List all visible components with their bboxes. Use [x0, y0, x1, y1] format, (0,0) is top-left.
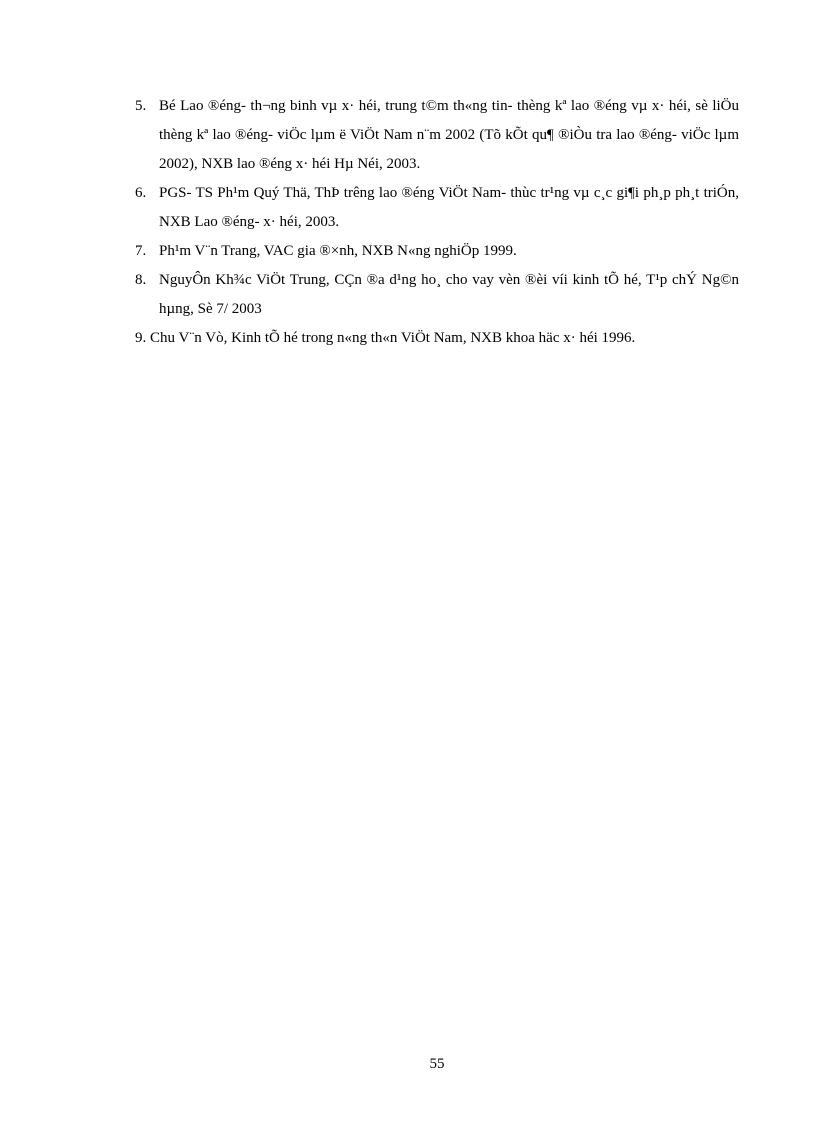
reference-number: 7.: [135, 243, 147, 259]
reference-text: Bé Lao ®éng- th¬ng binh vµ x· héi, trung t©m th«ng tin- thèng kª lao ®éng vµ x· héi, sè liÖu thèng kª lao ®éng- viÖc lµm ë ViÖt Nam n¨m 2002 (Tõ kÕt qu¶ ®iÒu tra lao ®éng- viÖc lµm 2002), NXB lao ®éng x· héi Hµ Néi, 2003.: [159, 98, 739, 172]
reference-number: 5.: [135, 98, 147, 114]
reference-text: Chu V¨n Vò, Kinh tÕ hé trong n«ng th«n ViÖt Nam, NXB khoa häc x· héi 1996.: [150, 330, 636, 346]
page-number: 55: [429, 1056, 445, 1072]
reference-text: NguyÔn Kh¾c ViÖt Trung, CÇn ®a d¹ng ho¸ cho vay vèn ®èi víi kinh tÕ hé, T¹p chÝ Ng©n hµng, Sè 7/ 2003: [159, 272, 739, 317]
reference-number: 8.: [135, 272, 147, 288]
reference-item-5: [135, 92, 739, 179]
reference-item-9: [135, 324, 739, 353]
reference-number: 6.: [135, 185, 147, 201]
reference-list: [135, 92, 739, 353]
reference-number: 9.: [135, 330, 147, 346]
reference-item-7: [135, 237, 739, 266]
reference-item-8: [135, 266, 739, 324]
reference-item-6: [135, 179, 739, 237]
reference-text: Ph¹m V¨n Trang, VAC gia ®×nh, NXB N«ng nghiÖp 1999.: [159, 243, 517, 259]
reference-text: PGS- TS Ph¹m Quý Thä, ThÞ trêng lao ®éng ViÖt Nam- thùc tr¹ng vµ c¸c gi¶i ph¸p ph¸t triÓn, NXB Lao ®éng- x· héi, 2003.: [159, 185, 739, 230]
